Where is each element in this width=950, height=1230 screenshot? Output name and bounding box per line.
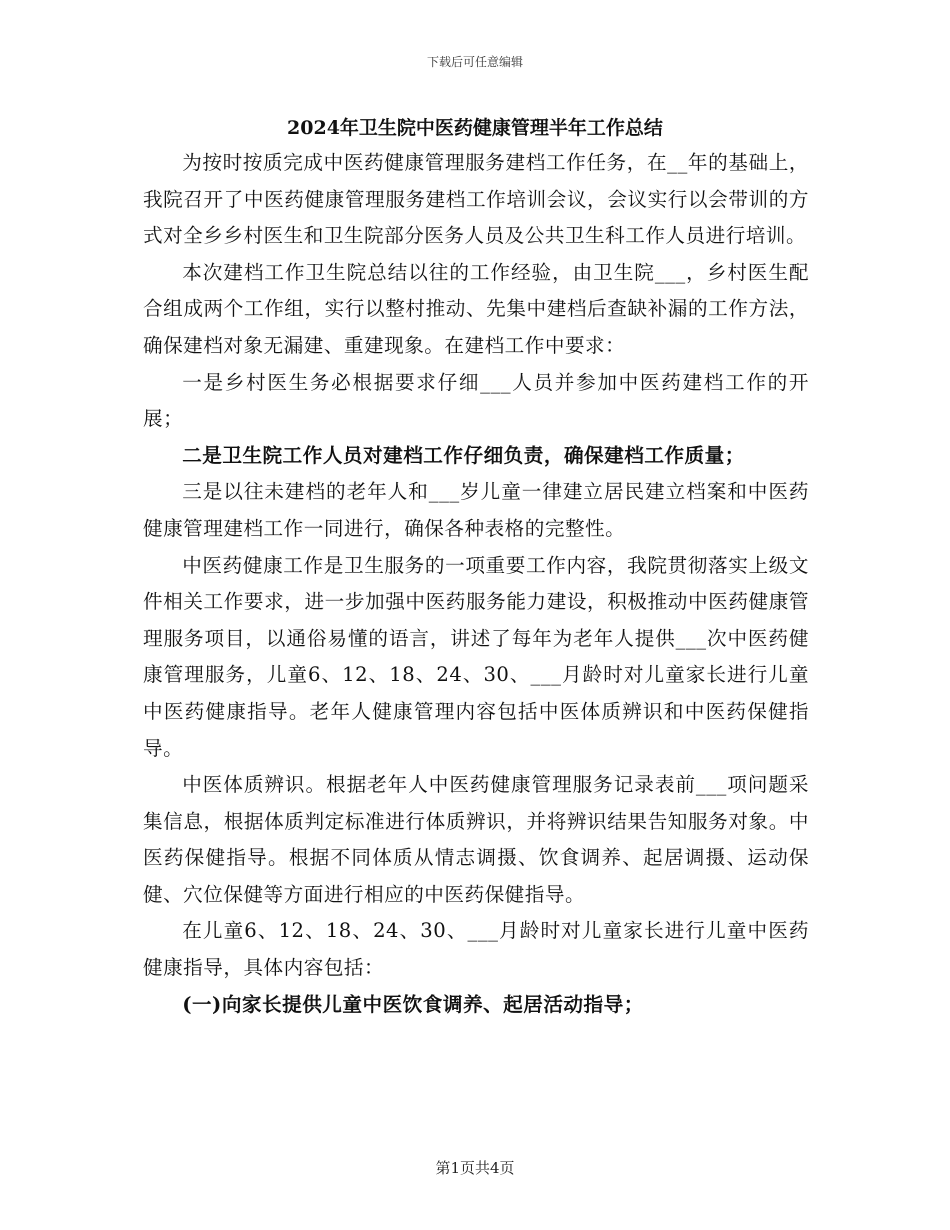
paragraph: 中医药健康工作是卫生服务的一项重要工作内容，我院贯彻落实上级文件相关工作要求，进一步加强中医药服务能力建设，积极推动中医药健康管理服务项目，以通俗易懂的语言，讲述了每年为老年人提供___次中医药健康管理服务，儿童6、12、18、24、30、___月龄时对儿童家长进行儿童中医药健康指导。老年人健康管理内容包括中医体质辨识和中医药保健指导。	[143, 553, 809, 760]
document-title: 2024年卫生院中医药健康管理半年工作总结	[287, 117, 663, 139]
page-footer: 第1页共4页	[435, 1159, 515, 1177]
paragraph: 中医体质辨识。根据老年人中医药健康管理服务记录表前___项问题采集信息，根据体质判定标准进行体质辨识，并将辨识结果告知服务对象。中医药保健指导。根据不同体质从情志调摄、饮食调养、起居调摄、运动保健、穴位保健等方面进行相应的中医药保健指导。	[143, 773, 809, 906]
paragraph: 本次建档工作卫生院总结以往的工作经验，由卫生院___，乡村医生配合组成两个工作组，实行以整村推动、先集中建档后查缺补漏的工作方法，确保建档对象无漏建、重建现象。在建档工作中要求：	[143, 260, 809, 357]
paragraph: 三是以往未建档的老年人和___岁儿童一律建立居民建立档案和中医药健康管理建档工作一同进行，确保各种表格的完整性。	[143, 480, 809, 540]
paragraph-bold: 二是卫生院工作人员对建档工作仔细负责，确保建档工作质量；	[182, 443, 745, 467]
page-header: 下载后可任意编辑	[426, 55, 523, 69]
paragraph: 为按时按质完成中医药健康管理服务建档工作任务，在__年的基础上，我院召开了中医药健康管理服务建档工作培训会议，会议实行以会带训的方式对全乡乡村医生和卫生院部分医务人员及公共卫生科工作人员进行培训。	[143, 151, 809, 248]
document-body	[143, 145, 809, 1023]
paragraph: 在儿童6、12、18、24、30、___月龄时对儿童家长进行儿童中医药健康指导，具体内容包括：	[143, 919, 809, 980]
paragraph: 一是乡村医生务必根据要求仔细___人员并参加中医药建档工作的开展；	[143, 370, 809, 431]
paragraph-bold: (一)向家长提供儿童中医饮食调养、起居活动指导；	[182, 992, 644, 1016]
